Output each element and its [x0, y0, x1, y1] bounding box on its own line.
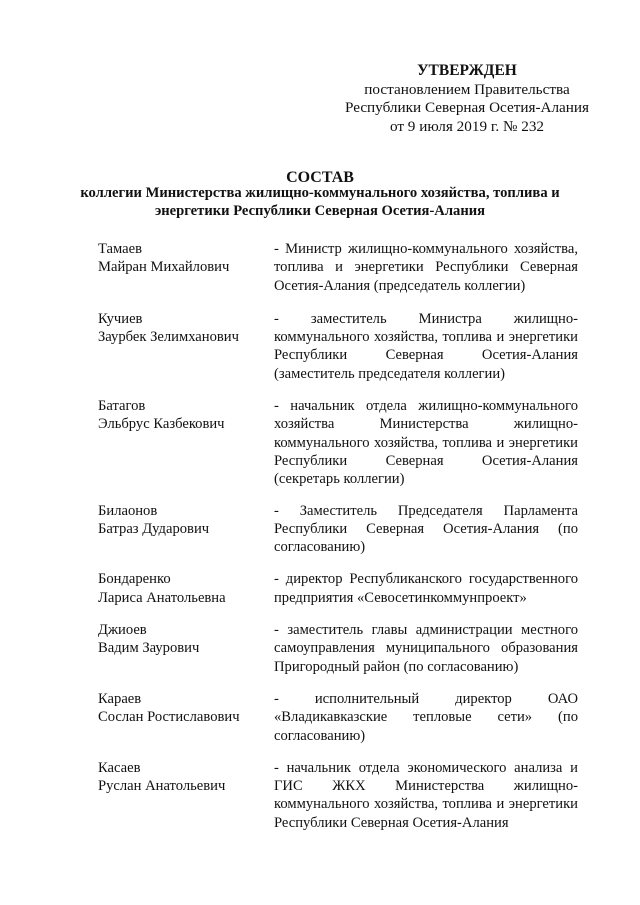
member-role: - Министр жилищно-коммунального хозяйства, топлива и энергетики Республики Северная Осетия-Алания (председатель коллегии)	[274, 241, 578, 294]
member-surname: Джиоев	[98, 622, 147, 639]
member-entry	[98, 570, 578, 607]
member-given-name: Сослан Ростиславович	[98, 709, 240, 726]
member-role: - начальник отдела жилищно-коммунального хозяйства Министерства жилищно-коммунального хозяйства, топлива и энергетики Республики Северная Осетия-Алания (секретарь коллегии)	[274, 398, 578, 488]
member-entry	[98, 310, 578, 383]
approval-date: от 9 июля 2019 г. № 232	[389, 117, 545, 135]
member-entry	[98, 240, 578, 295]
approval-heading: УТВЕРЖДЕН	[417, 62, 517, 79]
members-list	[98, 240, 578, 832]
member-entry	[98, 397, 578, 488]
member-name	[98, 621, 274, 676]
member-surname: Тамаев	[98, 241, 143, 257]
member-name	[98, 570, 274, 607]
member-surname: Батагов	[98, 398, 146, 415]
document-title: СОСТАВ	[286, 169, 354, 186]
member-surname: Билаонов	[98, 502, 158, 519]
member-name	[98, 759, 274, 832]
member-entry	[98, 759, 578, 832]
approval-line-1: постановлением Правительства	[364, 80, 570, 98]
member-entry	[98, 502, 578, 557]
member-role: - директор Республиканского государственного предприятия «Севосетинкоммунпроект»	[274, 571, 578, 606]
member-given-name: Эльбрус Казбекович	[98, 416, 225, 433]
member-given-name: Заурбек Зелимханович	[98, 329, 239, 346]
approval-stamp	[332, 62, 602, 136]
member-role: - начальник отдела экономического анализа и ГИС ЖКХ Министерства жилищно-коммунального хозяйства, топлива и энергетики Республики Северная Осетия-Алания	[274, 759, 578, 831]
member-entry	[98, 621, 578, 676]
member-name	[98, 690, 274, 745]
member-role: - исполнительный директор ОАО «Владикавказские тепловые сети» (по согласованию)	[274, 690, 578, 744]
member-given-name: Вадим Заурович	[98, 640, 200, 657]
member-given-name: Майран Михайлович	[98, 259, 230, 276]
member-surname: Касаев	[98, 759, 141, 776]
member-role: - заместитель Министра жилищно-коммунального хозяйства, топлива и энергетики Республики Северная Осетия-Алания (заместитель председателя коллегии)	[274, 310, 578, 382]
member-name	[98, 397, 274, 488]
member-surname: Кучиев	[98, 310, 143, 327]
member-given-name: Руслан Анатольевич	[98, 778, 226, 795]
member-surname: Караев	[98, 690, 142, 707]
member-role: - Заместитель Председателя Парламента Республики Северная Осетия-Алания (по согласованию)	[274, 502, 578, 556]
member-name	[98, 240, 274, 295]
member-entry	[98, 690, 578, 745]
approval-line-2: Республики Северная Осетия-Алания	[344, 99, 590, 116]
member-role: - заместитель главы администрации местного самоуправления муниципального образования Пригородный район (по согласованию)	[274, 622, 578, 675]
member-given-name: Лариса Анатольевна	[98, 589, 226, 606]
member-surname: Бондаренко	[98, 571, 171, 588]
member-name	[98, 310, 274, 383]
member-name	[98, 502, 274, 557]
member-given-name: Батраз Дударович	[98, 520, 210, 537]
document-subtitle: коллегии Министерства жилищно-коммунального хозяйства, топлива и энергетики Республики Северная Осетия-Алания	[80, 185, 560, 219]
